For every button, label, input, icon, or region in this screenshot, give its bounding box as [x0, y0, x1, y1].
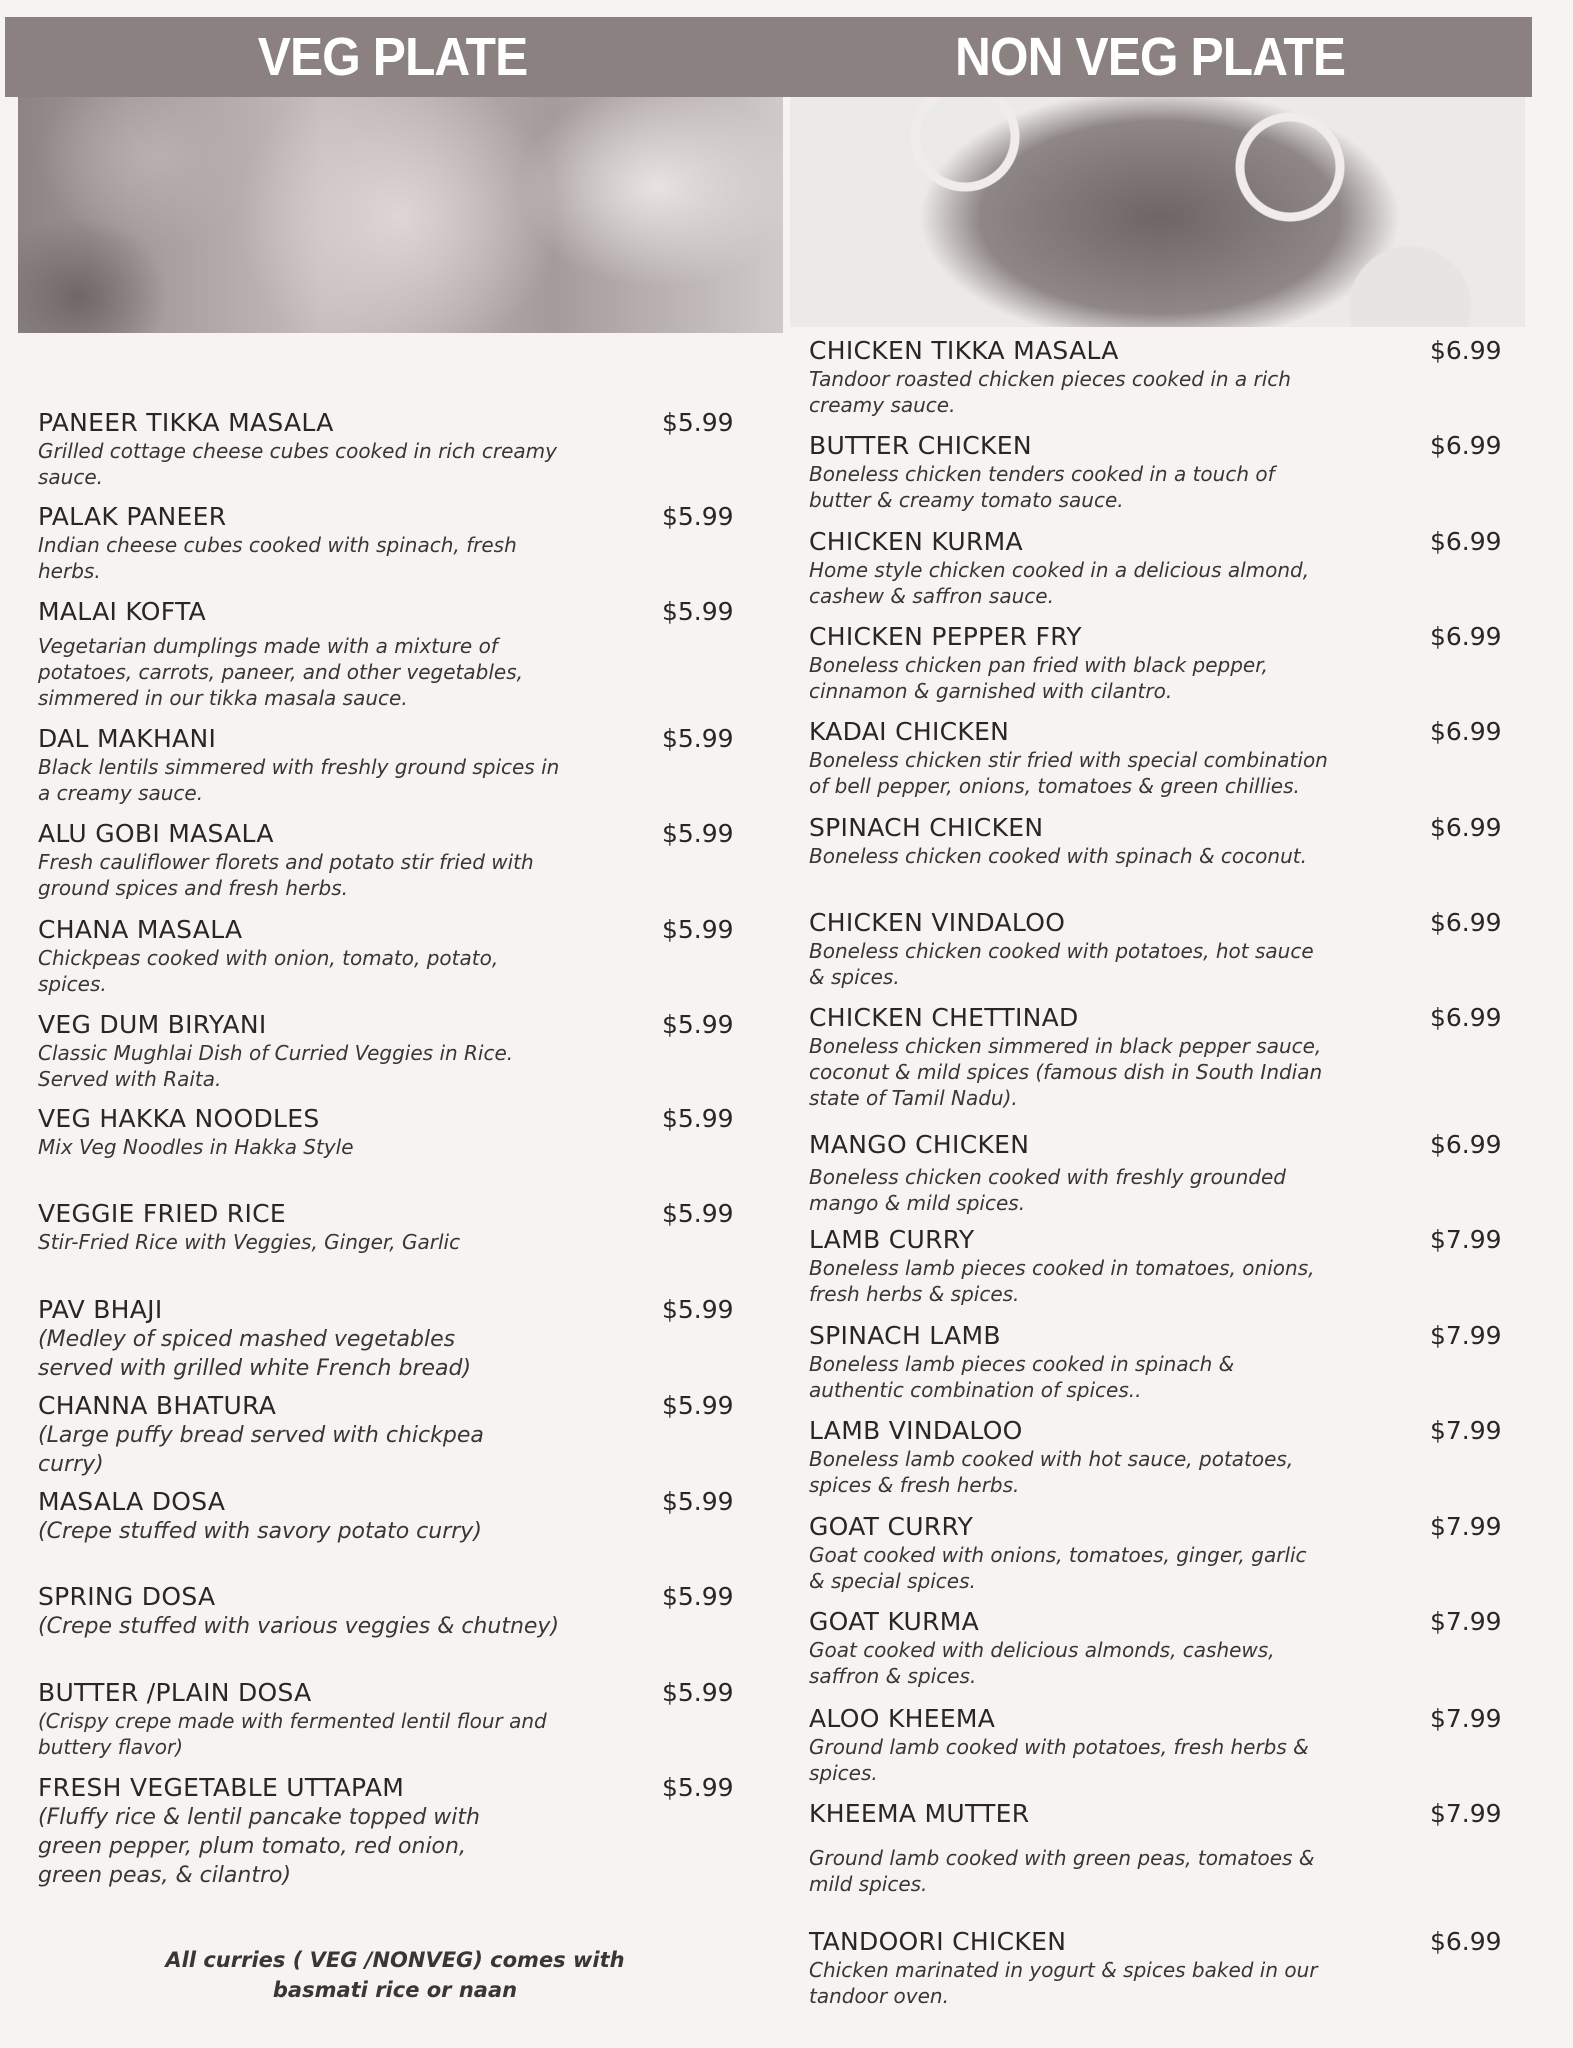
menu-item-price: $7.99	[1430, 1704, 1502, 1733]
menu-item-price: $6.99	[1430, 1927, 1502, 1956]
menu-item-description: Boneless chicken simmered in black pepper sauce, coconut & mild spices (famous dish in South Indian state of Tamil Nadu).	[809, 1034, 1323, 1110]
menu-item-price: $5.99	[662, 1391, 734, 1420]
menu-item-name: CHANNA BHATURA	[38, 1391, 277, 1420]
menu-item-price: $5.99	[662, 502, 734, 531]
menu-item-name: VEG DUM BIRYANI	[38, 1010, 267, 1039]
menu-item-price: $5.99	[662, 408, 734, 437]
menu-item-description: Mix Veg Noodles in Hakka Style	[38, 1135, 354, 1159]
menu-item	[809, 1321, 1234, 1403]
menu-item-description: Fresh cauliflower florets and potato stir fried with ground spices and fresh herbs.	[38, 850, 534, 900]
menu-item-name: TANDOORI CHICKEN	[809, 1927, 1067, 1956]
menu-item-name: KADAI CHICKEN	[809, 717, 1010, 746]
menu-item-name: PANEER TIKKA MASALA	[38, 408, 334, 437]
menu-item	[809, 813, 1307, 869]
menu-item	[809, 622, 1268, 704]
menu-item	[809, 336, 1291, 418]
menu-item	[809, 1704, 1309, 1786]
menu-item-description: Grilled cottage cheese cubes cooked in rich creamy sauce.	[38, 439, 557, 489]
menu-item-price: $5.99	[662, 1582, 734, 1611]
menu-item	[809, 1927, 1318, 2009]
nonveg-plate-heading: NON VEG PLATE	[954, 27, 1346, 87]
menu-item	[38, 1678, 547, 1760]
menu-item-price: $6.99	[1430, 622, 1502, 651]
menu-item-name: BUTTER CHICKEN	[809, 431, 1032, 460]
veg-plate-heading: VEG PLATE	[257, 27, 528, 87]
menu-item-name: CHANA MASALA	[38, 915, 243, 944]
menu-item-name: MANGO CHICKEN	[809, 1130, 1030, 1159]
menu-item	[809, 717, 1328, 799]
menu-item	[809, 1130, 1286, 1216]
footer-note-line2: basmati rice or naan	[272, 1978, 518, 2002]
menu-item-description: Classic Mughlai Dish of Curried Veggies in Rice. Served with Raita.	[38, 1041, 514, 1091]
menu-item	[38, 819, 534, 901]
menu-item-name: BUTTER /PLAIN DOSA	[38, 1678, 312, 1707]
menu-item-price: $5.99	[662, 1678, 734, 1707]
menu-item	[809, 1225, 1314, 1307]
menu-item	[809, 1003, 1322, 1111]
menu-item-name: GOAT KURMA	[809, 1607, 980, 1636]
menu-item-name: GOAT CURRY	[809, 1512, 974, 1541]
menu-item-description: Black lentils simmered with freshly ground spices in a creamy sauce.	[38, 755, 560, 805]
menu-item-name: CHICKEN CHETTINAD	[809, 1003, 1079, 1032]
menu-item-price: $6.99	[1430, 1130, 1502, 1159]
menu-item-price: $6.99	[1430, 717, 1502, 746]
menu-item	[38, 1773, 480, 1890]
nonveg-food-photo	[790, 97, 1525, 327]
menu-item-name: CHICKEN KURMA	[809, 527, 1023, 556]
menu-item	[809, 1799, 1314, 1897]
menu-item-name: CHICKEN TIKKA MASALA	[809, 336, 1119, 365]
menu-item-name: CHICKEN PEPPER FRY	[809, 622, 1082, 651]
menu-item-description: Tandoor roasted chicken pieces cooked in a rich creamy sauce.	[809, 367, 1291, 417]
footer-note	[100, 1945, 690, 2005]
menu-item-price: $7.99	[1430, 1225, 1502, 1254]
menu-item-description: Boneless chicken cooked with potatoes, hot sauce & spices.	[809, 939, 1314, 989]
menu-item	[809, 1512, 1307, 1594]
menu-item	[809, 1607, 1275, 1689]
menu-item-description: Goat cooked with delicious almonds, cashews, saffron & spices.	[809, 1638, 1275, 1688]
menu-item	[38, 1295, 471, 1383]
menu-item-description: Boneless chicken cooked with spinach & coconut.	[809, 844, 1307, 868]
menu-item-price: $5.99	[662, 1295, 734, 1324]
menu-item-price: $7.99	[1430, 1416, 1502, 1445]
menu-item-price: $7.99	[1430, 1512, 1502, 1541]
menu-item-price: $7.99	[1430, 1321, 1502, 1350]
menu-item	[38, 1199, 460, 1255]
menu-item-price: $5.99	[662, 1773, 734, 1802]
menu-item-description: Stir-Fried Rice with Veggies, Ginger, Garlic	[38, 1230, 461, 1254]
menu-item-name: DAL MAKHANI	[38, 724, 217, 753]
menu-item	[809, 527, 1309, 609]
menu-item	[38, 1582, 559, 1641]
menu-item-price: $6.99	[1430, 1003, 1502, 1032]
menu-item	[38, 1391, 484, 1479]
menu-item-price: $5.99	[662, 597, 734, 626]
menu-item-name: LAMB CURRY	[809, 1225, 975, 1254]
menu-item	[38, 408, 557, 490]
menu-item-price: $6.99	[1430, 908, 1502, 937]
menu-item	[38, 724, 559, 806]
menu-item-name: KHEEMA MUTTER	[809, 1799, 1030, 1828]
menu-item-price: $6.99	[1430, 527, 1502, 556]
menu-item-description: Boneless chicken pan fried with black pepper, cinnamon & garnished with cilantro.	[809, 653, 1268, 703]
menu-item-description: (Crepe stuffed with savory potato curry)	[38, 1519, 482, 1544]
menu-item-name: FRESH VEGETABLE UTTAPAM	[38, 1773, 405, 1802]
menu-item-price: $5.99	[662, 1199, 734, 1228]
menu-item-description: Chickpeas cooked with onion, tomato, potato, spices.	[38, 946, 499, 996]
menu-item	[38, 1010, 513, 1092]
menu-item-description: Home style chicken cooked in a delicious almond, cashew & saffron sauce.	[809, 558, 1310, 608]
menu-item-name: ALOO KHEEMA	[809, 1704, 996, 1733]
menu-item-description: (Crispy crepe made with fermented lentil flour and buttery flavor)	[38, 1709, 547, 1759]
menu-item-price: $6.99	[1430, 336, 1502, 365]
menu-item	[38, 915, 498, 997]
menu-item-name: VEG HAKKA NOODLES	[38, 1104, 320, 1133]
menu-item	[809, 1416, 1293, 1498]
menu-item-description: Boneless chicken stir fried with special combination of bell pepper, onions, tomatoes & green chillies.	[809, 748, 1328, 798]
menu-item-description: Goat cooked with onions, tomatoes, ginger, garlic & special spices.	[809, 1543, 1307, 1593]
menu-item	[38, 1104, 354, 1160]
menu-item-price: $5.99	[662, 1487, 734, 1516]
menu-item-price: $7.99	[1430, 1607, 1502, 1636]
menu-item-name: SPINACH CHICKEN	[809, 813, 1044, 842]
menu-item-price: $6.99	[1430, 813, 1502, 842]
menu-item-description: Boneless lamb pieces cooked in spinach & authentic combination of spices..	[809, 1352, 1235, 1402]
menu-item-description: (Medley of spiced mashed vegetables served with grilled white French bread)	[38, 1327, 472, 1381]
menu-item	[809, 908, 1314, 990]
menu-item-name: MALAI KOFTA	[38, 597, 206, 626]
menu-item-description: (Crepe stuffed with various veggies & chutney)	[38, 1614, 560, 1639]
menu-item-name: PAV BHAJI	[38, 1295, 163, 1324]
menu-item-name: MASALA DOSA	[38, 1487, 226, 1516]
menu-item-name: LAMB VINDALOO	[809, 1416, 1023, 1445]
menu-item	[38, 502, 517, 584]
menu-item-description: Indian cheese cubes cooked with spinach, fresh herbs.	[38, 533, 517, 583]
menu-item-price: $7.99	[1430, 1799, 1502, 1828]
menu-item-description: Boneless chicken tenders cooked in a touch of butter & creamy tomato sauce.	[809, 462, 1275, 512]
menu-item-description: Chicken marinated in yogurt & spices baked in our tandoor oven.	[809, 1958, 1318, 2008]
menu-item-description: Boneless chicken cooked with freshly grounded mango & mild spices.	[809, 1165, 1286, 1215]
menu-item-name: PALAK PANEER	[38, 502, 227, 531]
menu-item-name: ALU GOBI MASALA	[38, 819, 274, 848]
menu-item-description: Ground lamb cooked with potatoes, fresh herbs & spices.	[809, 1735, 1309, 1785]
menu-item-description: Vegetarian dumplings made with a mixture of potatoes, carrots, paneer, and other vegetables, simmered in our tikka masala sauce.	[38, 634, 523, 710]
menu-item-description: Boneless lamb cooked with hot sauce, potatoes, spices & fresh herbs.	[809, 1447, 1294, 1497]
menu-item-name: CHICKEN VINDALOO	[809, 908, 1066, 937]
menu-item	[38, 597, 523, 711]
veg-food-photo	[18, 97, 783, 333]
menu-item	[38, 1487, 482, 1546]
menu-item-price: $5.99	[662, 1010, 734, 1039]
menu-item-price: $5.99	[662, 1104, 734, 1133]
menu-item-description: (Fluffy rice & lentil pancake topped with green pepper, plum tomato, red onion, green peas, & cilantro)	[38, 1805, 480, 1888]
menu-item-description: Boneless lamb pieces cooked in tomatoes, onions, fresh herbs & spices.	[809, 1256, 1315, 1306]
menu-item-name: SPINACH LAMB	[809, 1321, 1001, 1350]
footer-note-line1: All curries ( VEG /NONVEG) comes with	[165, 1948, 625, 1972]
menu-item-description: Ground lamb cooked with green peas, tomatoes & mild spices.	[809, 1846, 1315, 1896]
menu-item-price: $6.99	[1430, 431, 1502, 460]
menu-item	[809, 431, 1275, 513]
menu-item-name: VEGGIE FRIED RICE	[38, 1199, 286, 1228]
menu-item-description: (Large puffy bread served with chickpea curry)	[38, 1423, 484, 1477]
menu-item-price: $5.99	[662, 724, 734, 753]
menu-item-price: $5.99	[662, 915, 734, 944]
menu-item-name: SPRING DOSA	[38, 1582, 216, 1611]
menu-item-price: $5.99	[662, 819, 734, 848]
